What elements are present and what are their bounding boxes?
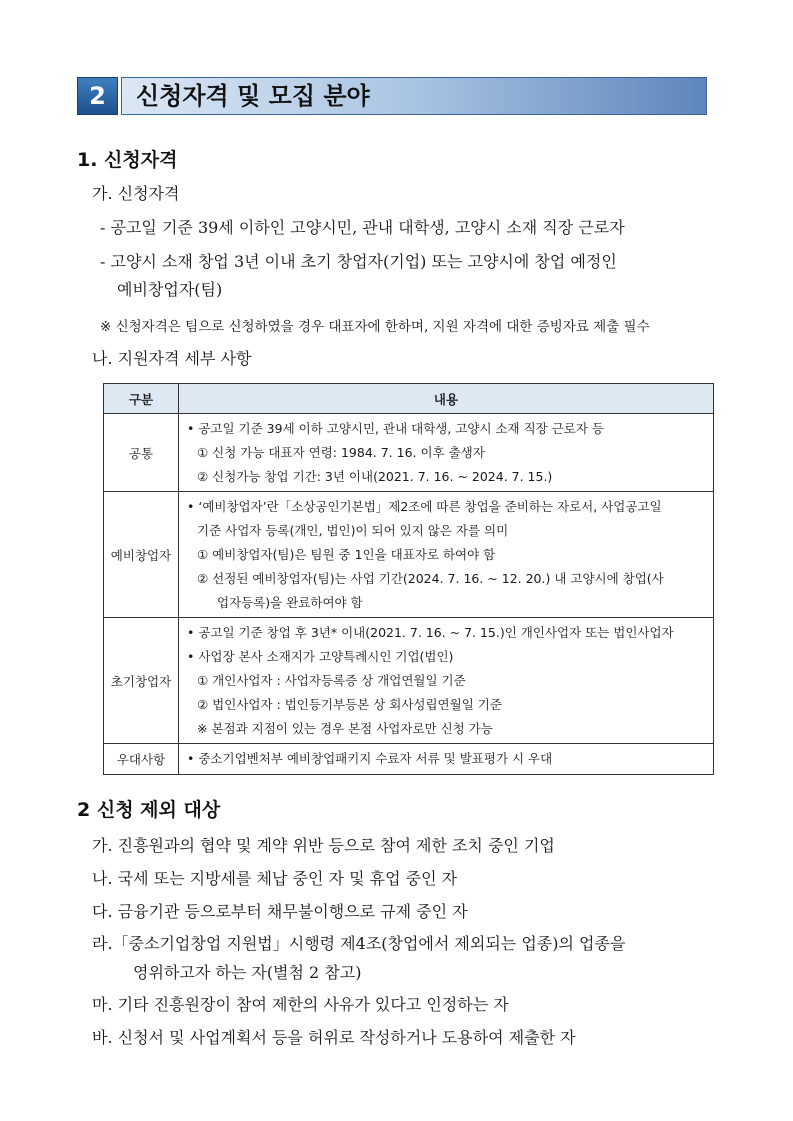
content-line: ① 예비창업자(팀)은 팀원 중 1인을 대표자로 하여야 함	[197, 546, 496, 562]
table-row	[104, 492, 714, 618]
table-row	[104, 618, 714, 744]
exclusion-item: 다. 금융기관 등으로부터 채무불이행으로 규제 중인 자	[92, 902, 468, 921]
exclusion-item: 라.「중소기업창업 지원법」시행령 제4조(창업에서 제외되는 업종)의 업종을	[92, 934, 626, 953]
sub-heading-a: 가. 신청자격	[92, 184, 180, 203]
eligibility-bullet-2-cont: 예비창업자(팀)	[117, 280, 223, 299]
eligibility-bullet-2: - 고양시 소재 창업 3년 이내 초기 창업자(기업) 또는 고양시에 창업 예정인	[100, 252, 617, 271]
table-row-content	[179, 492, 714, 618]
content-line: • ‘예비창업자’란「소상공인기본법」제2조에 따른 창업을 준비하는 자로서, 사업공고일	[187, 499, 662, 515]
content-line: 업자등록)을 완료하여야 함	[217, 594, 363, 610]
heading-eligibility: 1. 신청자격	[77, 149, 178, 171]
content-line: • 사업장 본사 소재지가 고양특례시인 기업(법인)	[187, 649, 454, 665]
section-banner	[77, 77, 707, 115]
table-header-content: 내용	[179, 384, 714, 414]
eligibility-table	[103, 383, 714, 775]
table-row	[104, 744, 714, 775]
content-line: ② 선정된 예비창업자(팀)는 사업 기간(2024. 7. 16. ~ 12. 20.) 내 고양시에 창업(사	[197, 570, 664, 586]
content-line: ① 개인사업자 : 사업자등록증 상 개업연월일 기준	[197, 672, 466, 688]
section-title: 신청자격 및 모집 분야	[136, 82, 370, 110]
table-row-content	[179, 618, 714, 744]
table-row-content	[179, 744, 714, 775]
table-row-label: 초기창업자	[104, 618, 179, 744]
content-line: ② 법인사업자 : 법인등기부등본 상 회사성립연월일 기준	[197, 696, 502, 712]
content-line: ① 신청 가능 대표자 연령: 1984. 7. 16. 이후 출생자	[197, 444, 485, 460]
table-row-content	[179, 414, 714, 492]
content-line: • 중소기업벤처부 예비창업패키지 수료자 서류 및 발표평가 시 우대	[187, 751, 553, 767]
exclusion-item: 바. 신청서 및 사업계획서 등을 허위로 작성하거나 도용하여 제출한 자	[92, 1028, 576, 1047]
table-header-category: 구분	[104, 384, 179, 414]
sub-heading-b: 나. 지원자격 세부 사항	[92, 349, 252, 368]
section-title-bar	[121, 77, 707, 115]
content-line: • 공고일 기준 39세 이하 고양시민, 관내 대학생, 고양시 소재 직장 근로자 등	[187, 421, 605, 436]
table-row-label: 공통	[104, 414, 179, 492]
table-row-label: 예비창업자	[104, 492, 179, 618]
table-row	[104, 414, 714, 492]
exclusion-item: 마. 기타 진흥원장이 참여 제한의 사유가 있다고 인정하는 자	[92, 995, 509, 1014]
table-header-row	[104, 384, 714, 414]
eligibility-note: ※ 신청자격은 팀으로 신청하였을 경우 대표자에 한하며, 지원 자격에 대한 증빙자료 제출 필수	[100, 319, 650, 335]
exclusion-item: 가. 진흥원과의 협약 및 계약 위반 등으로 참여 제한 조치 중인 기업	[92, 836, 555, 855]
heading-exclusions: 2 신청 제외 대상	[77, 799, 221, 821]
content-line: • 공고일 기준 창업 후 3년* 이내(2021. 7. 16. ~ 7. 15.)인 개인사업자 또는 법인사업자	[187, 625, 674, 641]
content-line: ※ 본점과 지점이 있는 경우 본점 사업자로만 신청 가능	[197, 720, 493, 736]
table-row-label: 우대사항	[104, 744, 179, 775]
section-number-badge: 2	[77, 77, 118, 115]
content-line: ② 신청가능 창업 기간: 3년 이내(2021. 7. 16. ~ 2024. 7. 15.)	[197, 468, 553, 484]
content-line: 기준 사업자 등록(개인, 법인)이 되어 있지 않은 자를 의미	[197, 523, 509, 539]
exclusion-item: 나. 국세 또는 지방세를 체납 중인 자 및 휴업 중인 자	[92, 869, 458, 888]
exclusion-item-cont: 영위하고자 하는 자(별첨 2 참고)	[133, 963, 362, 982]
eligibility-bullet-1: - 공고일 기준 39세 이하인 고양시민, 관내 대학생, 고양시 소재 직장 근로자	[100, 218, 625, 237]
